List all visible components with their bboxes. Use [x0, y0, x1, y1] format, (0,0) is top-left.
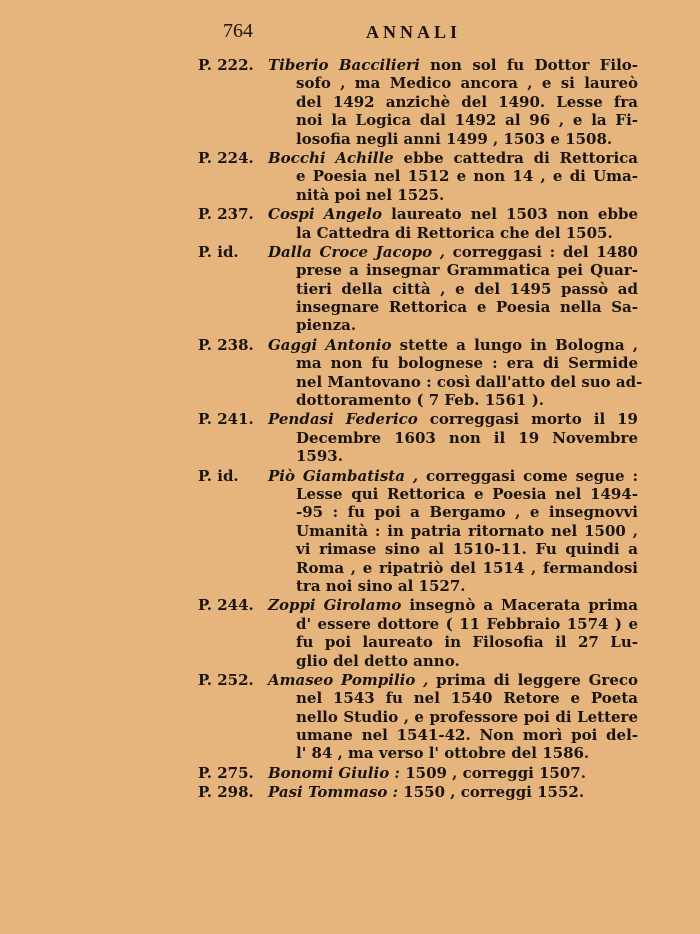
entry-line — [296, 429, 638, 447]
entry-text: nello Studio , e professore poi di Lettere — [296, 707, 638, 726]
entry-text: dottoramento ( 7 Feb. 1561 ). — [296, 391, 545, 410]
page-reference: P. 224. — [198, 148, 254, 167]
errata-list — [198, 56, 643, 803]
entry-text: Umanità : in patria ritornato nel 1500 , — [296, 521, 638, 540]
entry-first-line — [268, 56, 638, 74]
person-name: Dalla Croce Jacopo , — [268, 242, 446, 261]
person-name: Pendasi Federico — [268, 410, 418, 429]
entry-text: vi rimase sino al 1510-11. Fu quindi a — [296, 540, 638, 559]
entry-line — [296, 186, 638, 204]
entry-line — [296, 503, 638, 521]
entry-text: correggasi come segue : — [418, 466, 638, 485]
entry-line — [296, 522, 638, 540]
entry-line — [296, 130, 638, 148]
entry-line — [296, 633, 638, 651]
entry-first-line — [268, 410, 638, 428]
person-name: Pasi Tommaso : — [268, 783, 399, 802]
entry-text: d' essere dottore ( 11 Febbraio 1574 ) e — [296, 614, 638, 633]
entry-text: e Poesia nel 1512 e non 14 , e di Uma- — [296, 167, 638, 186]
entry-text: Lesse qui Rettorica e Poesia nel 1494- — [296, 484, 638, 503]
entry-text: prima di leggere Greco — [428, 670, 639, 689]
errata-entry — [198, 596, 638, 670]
entry-line — [296, 391, 638, 409]
entry-text: fu poi laureato in Filosofia il 27 Lu- — [296, 633, 638, 652]
page-reference: P. 275. — [198, 763, 254, 782]
entry-line — [296, 447, 638, 465]
errata-entry — [198, 56, 638, 148]
entry-text: l' 84 , ma verso l' ottobre del 1586. — [296, 744, 590, 763]
entry-text: sofo , ma Medico ancora , e si laureò — [296, 74, 638, 93]
entry-line — [296, 261, 638, 279]
page-reference: P. 237. — [198, 205, 254, 224]
entry-text: la Cattedra di Rettorica che del 1505. — [296, 223, 613, 242]
entry-line — [296, 354, 638, 372]
errata-entry — [198, 335, 643, 410]
entry-text: tieri della città , e del 1495 passò ad — [296, 279, 638, 298]
entry-text: prese a insegnar Grammatica pei Quar- — [296, 261, 638, 280]
entry-text: laureato nel 1503 non ebbe — [382, 205, 638, 224]
entry-text: insegnare Rettorica e Poesia nella Sa- — [296, 298, 638, 317]
entry-text: glio del detto anno. — [296, 651, 460, 670]
entry-line — [296, 316, 638, 334]
entry-text: losofia negli anni 1499 , 1503 e 1508. — [296, 129, 613, 148]
entry-line — [296, 652, 638, 670]
entry-first-line — [268, 149, 638, 167]
entry-line — [296, 559, 638, 577]
entry-first-line — [268, 764, 638, 782]
entry-text: nel 1543 fu nel 1540 Retore e Poeta — [296, 689, 638, 708]
entry-text: nel Mantovano : così dall'atto del suo ad- — [296, 372, 643, 391]
entry-text: Decembre 1603 non il 19 Novembre — [296, 428, 638, 447]
entry-text: nità poi nel 1525. — [296, 185, 445, 204]
person-name: Piò Giambatista , — [268, 466, 419, 485]
entry-text: non sol fu Dottor Filo- — [419, 56, 638, 74]
page-reference: P. 222. — [198, 56, 254, 74]
person-name: Bonomi Giulio : — [268, 763, 400, 782]
entry-text: ma non fu bolognese : era di Sermide — [296, 354, 638, 373]
errata-entry — [198, 764, 638, 782]
errata-entry — [198, 783, 638, 801]
person-name: Gaggi Antonio — [268, 335, 392, 354]
entry-first-line — [268, 243, 638, 261]
running-title: ANNALI — [366, 22, 462, 42]
entry-line — [296, 744, 638, 762]
page-reference: P. 241. — [198, 410, 254, 429]
page-number: 764 — [223, 20, 253, 42]
entry-text: umane nel 1541-42. Non morì poi del- — [296, 726, 638, 745]
person-name: Tiberio Baccilieri — [268, 56, 420, 74]
person-name: Bocchi Achille — [268, 148, 394, 167]
entry-text: Roma , e ripatriò del 1514 , fermandosi — [296, 558, 638, 577]
entry-line — [296, 485, 638, 503]
entry-line — [296, 298, 638, 316]
entry-first-line — [268, 205, 638, 223]
page-reference: P. 252. — [198, 670, 254, 689]
entry-line — [296, 615, 638, 633]
errata-entry — [198, 243, 638, 335]
errata-entry — [198, 467, 638, 596]
errata-entry — [198, 410, 638, 465]
entry-first-line — [268, 783, 638, 801]
errata-entry — [198, 205, 638, 242]
entry-line — [296, 167, 638, 185]
entry-line — [296, 689, 638, 707]
entry-line — [296, 708, 638, 726]
page-reference: P. id. — [198, 466, 239, 485]
entry-first-line — [268, 467, 638, 485]
page-reference: P. id. — [198, 242, 239, 261]
person-name: Amaseo Pompilio , — [268, 670, 429, 689]
entry-line — [296, 280, 638, 298]
person-name: Cospi Angelo — [268, 205, 383, 224]
entry-first-line — [268, 596, 638, 614]
entry-line — [296, 726, 638, 744]
entry-line — [296, 372, 643, 391]
entry-text: pienza. — [296, 316, 357, 335]
entry-text: correggasi : del 1480 — [445, 242, 638, 261]
entry-line — [296, 224, 638, 242]
entry-text: noi la Logica dal 1492 al 96 , e la Fi- — [296, 111, 638, 130]
entry-line — [296, 577, 638, 595]
entry-first-line — [268, 336, 638, 354]
entry-text: 1593. — [296, 447, 343, 466]
entry-line — [296, 74, 638, 92]
entry-line — [296, 111, 638, 129]
person-name: Zoppi Girolamo — [268, 596, 402, 615]
entry-first-line — [268, 671, 638, 689]
errata-entry — [198, 149, 638, 204]
entry-text: ebbe cattedra di Rettorica — [393, 148, 639, 167]
entry-text: del 1492 anzichè del 1490. Lesse fra — [296, 92, 638, 111]
entry-line — [296, 93, 638, 111]
entry-line — [296, 540, 638, 558]
page-header — [223, 20, 643, 48]
entry-text: -95 : fu poi a Bergamo , e insegnovvi — [296, 503, 638, 522]
page-reference: P. 244. — [198, 596, 254, 615]
entry-text: 1509 , correggi 1507. — [399, 763, 586, 782]
page-reference: P. 298. — [198, 783, 254, 802]
entry-text: stette a lungo in Bologna , — [391, 335, 638, 354]
page-reference: P. 238. — [198, 335, 254, 354]
errata-entry — [198, 671, 638, 763]
entry-text: tra noi sino al 1527. — [296, 576, 466, 595]
entry-text: 1550 , correggi 1552. — [398, 783, 585, 802]
entry-text: correggasi morto il 19 — [417, 410, 638, 429]
entry-text: insegnò a Macerata prima — [401, 596, 638, 615]
